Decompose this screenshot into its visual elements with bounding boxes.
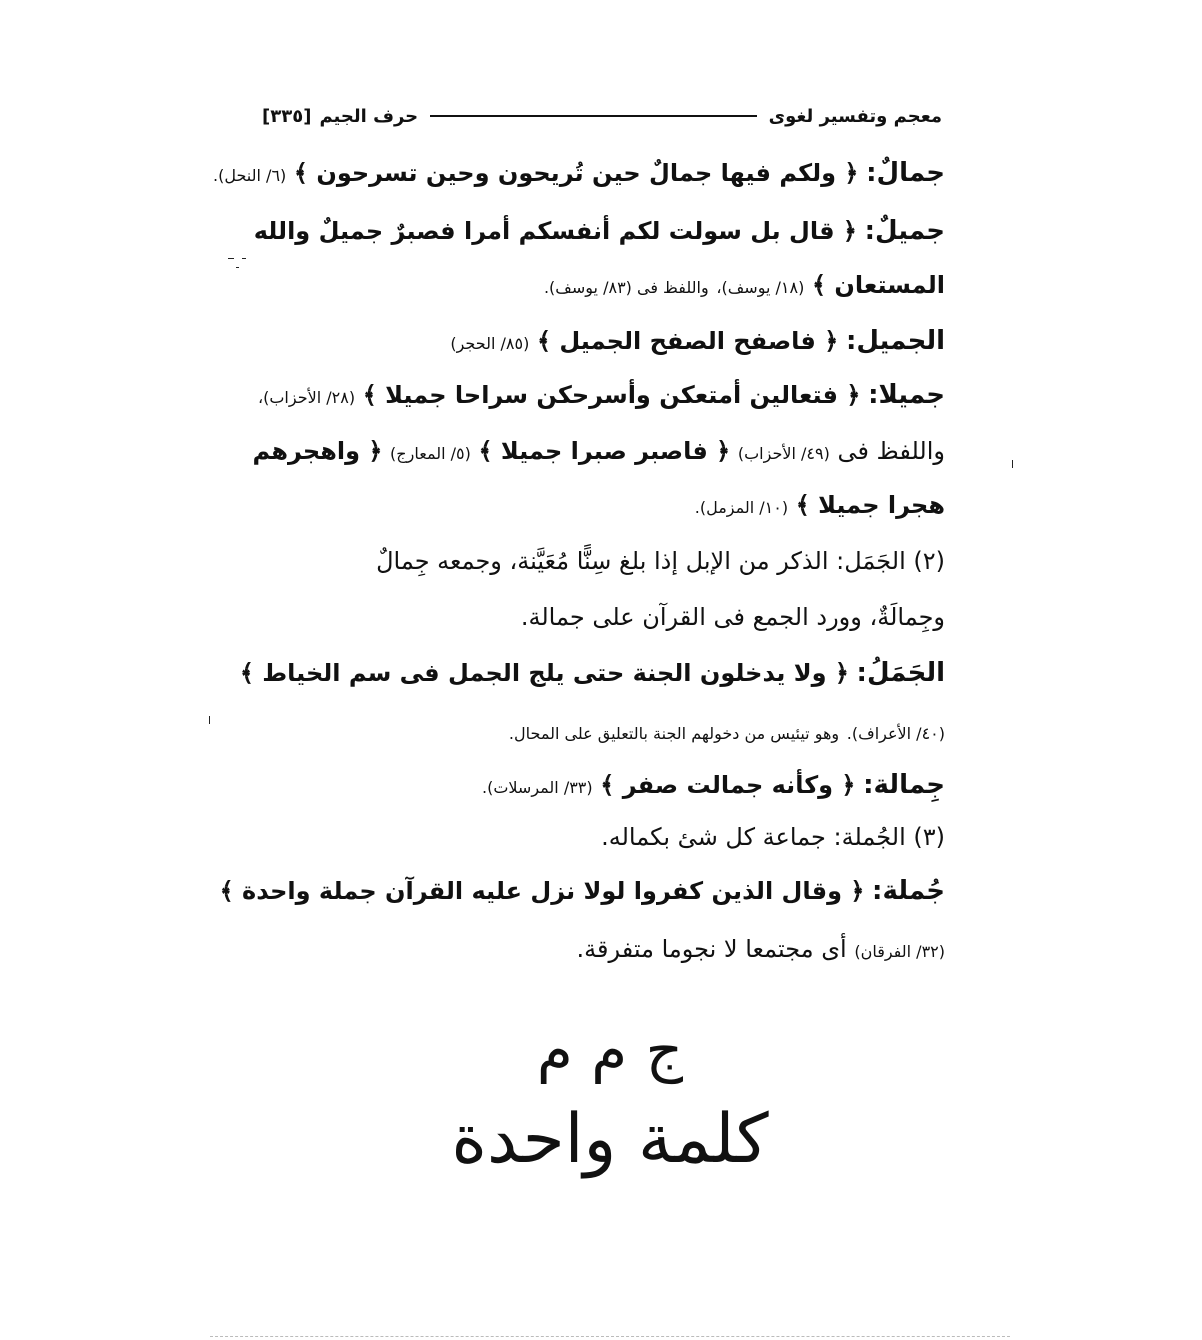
entry-term: الجميل: [845, 326, 945, 356]
scan-speck [242, 258, 246, 259]
running-header [262, 100, 942, 132]
root-caption: كلمة واحدة [451, 1100, 769, 1179]
entry-jimalah [482, 770, 945, 803]
verse-reference: (٥/ المعارج) [390, 444, 471, 463]
related-prefix: واللفظ فى [837, 437, 945, 465]
verse-reference: (١٨/ يوسف)، [716, 278, 805, 297]
quran-verse: ﴿ فتعالين أمتعكن وأسرحكن سراحا جميلا ﴾ [362, 381, 861, 409]
entry-jamil-continued [544, 270, 945, 303]
quran-verse: ﴿ وقال الذين كفروا لولا نزل عليه القرآن جملة واحدة ﴾ [219, 877, 865, 905]
entry-jumlah-note [576, 934, 945, 967]
quran-verse: ﴿ ولكم فيها جمالٌ حين تُريحون وحين تسرحون ﴾ [293, 159, 859, 187]
related-reference: واللفظ فى (٨٣/ يوسف). [543, 278, 709, 297]
quran-verse: ﴿ فاصفح الصفح الجميل ﴾ [536, 327, 839, 355]
verse-reference: (٦/ النحل). [213, 166, 287, 185]
entry-jumlah [220, 876, 945, 906]
entry-al-jamal-note [509, 716, 945, 749]
section-2-line-1: (٢) الجَمَل: الذكر من الإبل إذا بلغ سِنًّا مُعَيَّنة، وجمعه جِمالٌ [376, 547, 945, 575]
verse-reference: (٤٠/ الأعراف). [846, 724, 945, 743]
quran-verse: ﴿ فاصبر صبرا جميلا ﴾ [478, 437, 731, 465]
verse-reference: (٣٢/ الفرقان) [854, 942, 945, 961]
entry-al-jamil [450, 326, 945, 359]
scan-speck [228, 258, 234, 259]
quran-verse: ﴿ ولا يدخلون الجنة حتى يلج الجمل فى سم الخياط ﴾ [239, 659, 849, 687]
entry-jamil [254, 216, 945, 246]
entry-al-jamal [240, 658, 945, 688]
entry-jamal [213, 158, 945, 191]
quran-verse: المستعان ﴾ [811, 271, 945, 299]
entry-term: جمالٌ: [866, 158, 945, 188]
entry-term: جميلا: [868, 380, 945, 410]
explanatory-note: وهو تيئيس من دخولهم الجنة بالتعليق على المحال. [508, 724, 840, 743]
entry-term: الجَمَلُ: [856, 658, 945, 688]
verse-reference: (٣٣/ المرسلات). [481, 778, 593, 797]
verse-reference: (١٠/ المزمل). [694, 498, 789, 517]
scan-edge-line [210, 1336, 1010, 1337]
scan-speck [209, 716, 210, 724]
quran-verse: ﴿ واهجرهم [252, 437, 383, 465]
scan-speck [236, 267, 239, 268]
entry-term: جُملة: [872, 876, 945, 906]
page-number: [٣٣٥] [262, 105, 312, 127]
section-title: حرف الجيم [319, 105, 419, 127]
entry-jamilan [258, 380, 945, 413]
quran-verse: ﴿ وكأنه جمالت صفر ﴾ [600, 771, 856, 799]
quran-verse: ﴿ قال بل سولت لكم أنفسكم أمرا فصبرٌ جميلٌ والله [253, 217, 857, 245]
explanatory-note: أى مجتمعا لا نجوما متفرقة. [576, 935, 847, 963]
verse-reference: (٤٩/ الأحزاب) [737, 444, 830, 463]
next-root-heading [440, 1015, 780, 1215]
root-letters: ج م م [536, 1016, 684, 1084]
scan-speck [1012, 460, 1013, 468]
entry-jamilan-continued [253, 436, 945, 469]
book-title: معجم وتفسير لغوى [768, 105, 942, 127]
verse-reference: (٨٥/ الحجر) [450, 334, 530, 353]
entry-jamilan-end [695, 490, 945, 523]
entry-term: جميلٌ: [864, 216, 945, 246]
section-3-line-1: (٣) الجُملة: جماعة كل شئ بكماله. [601, 823, 945, 851]
verse-reference: (٢٨/ الأحزاب)، [257, 388, 356, 407]
section-2-line-2: وجِمالَةٌ، وورد الجمع فى القرآن على جمالة. [520, 603, 945, 631]
quran-verse: هجرا جميلا ﴾ [795, 491, 945, 519]
entry-term: جِمالة: [863, 770, 945, 800]
header-rule [430, 115, 756, 117]
